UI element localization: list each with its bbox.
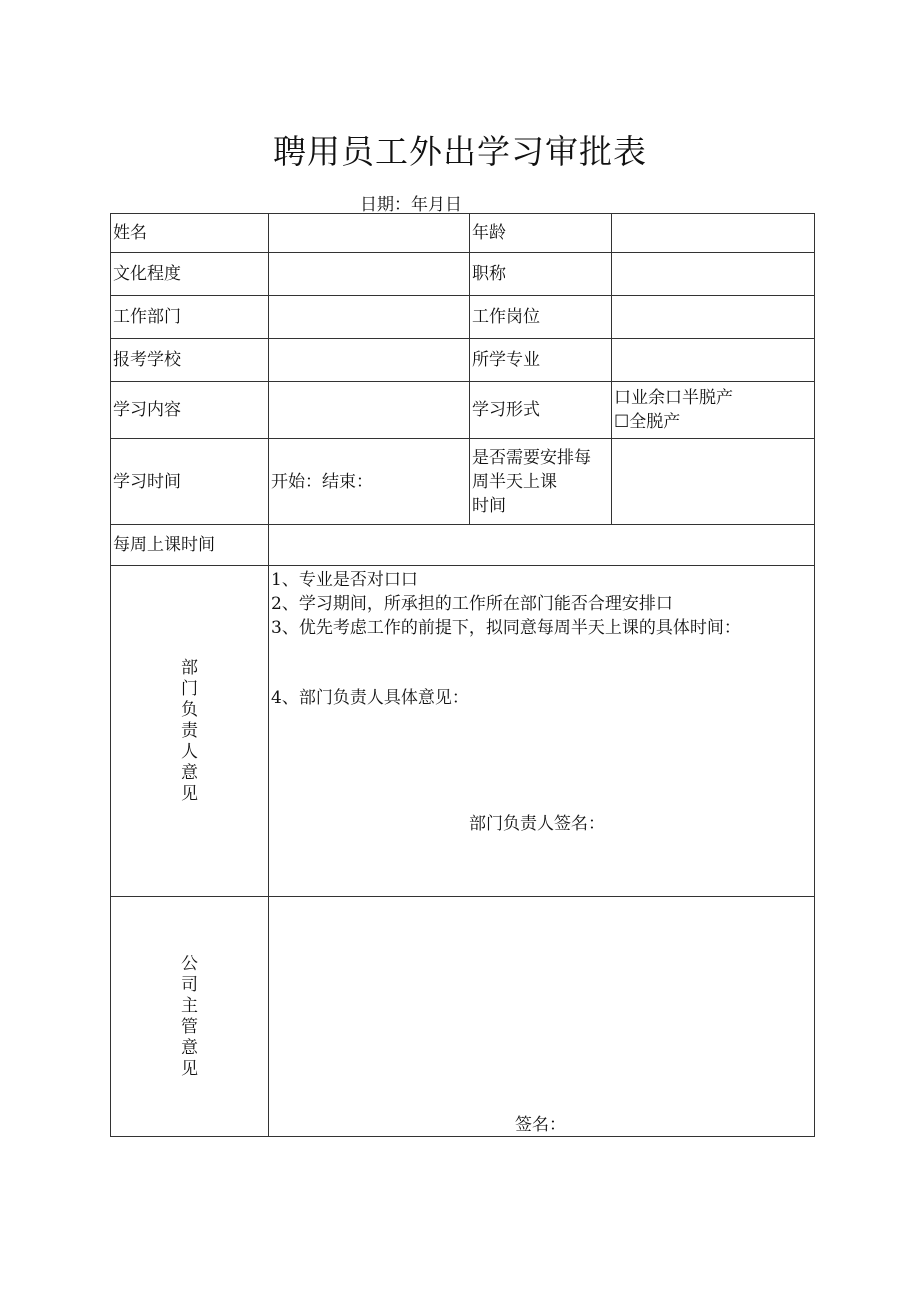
label-weekly-time: 每周上课时间 <box>111 525 269 566</box>
dept-opinion-line3: 3、优先考虑工作的前提下，拟同意每周半天上课的具体时间： <box>271 618 741 638</box>
dept-label-char: 负 <box>181 699 198 720</box>
field-name[interactable] <box>269 214 470 253</box>
label-education: 文化程度 <box>111 253 269 296</box>
dept-opinion-line2: 2、学习期间，所承担的工作所在部门能否合理安排口 <box>271 594 673 614</box>
field-weekly-time[interactable] <box>269 525 815 566</box>
row-education-title <box>111 253 815 296</box>
field-company-opinion[interactable] <box>269 897 815 1137</box>
company-label-char: 管 <box>181 1016 198 1037</box>
label-company-opinion <box>111 897 269 1137</box>
company-opinion-content <box>271 899 812 1135</box>
label-time: 学习时间 <box>111 439 269 525</box>
dept-label-char: 责 <box>181 720 198 741</box>
row-time <box>111 439 815 525</box>
field-school[interactable] <box>269 339 470 382</box>
row-dept-opinion <box>111 566 815 897</box>
dept-label-char: 人 <box>181 741 198 762</box>
approval-form-table <box>110 213 815 1137</box>
row-department-position <box>111 296 815 339</box>
dept-opinion-line1: 1、专业是否对口口 <box>271 570 418 590</box>
label-position: 工作岗位 <box>470 296 612 339</box>
field-department[interactable] <box>269 296 470 339</box>
half-day-q-line3: 时间 <box>472 495 506 516</box>
row-school-major <box>111 339 815 382</box>
field-job-title[interactable] <box>612 253 815 296</box>
half-day-q-line2: 周半天上课 <box>472 471 557 492</box>
row-company-opinion <box>111 897 815 1137</box>
form-option-full-time[interactable]: ☐全脱产 <box>614 412 681 432</box>
label-content: 学习内容 <box>111 382 269 439</box>
company-signature-label: 签名： <box>515 1115 566 1135</box>
field-half-day-answer[interactable] <box>612 439 815 525</box>
row-name-age <box>111 214 815 253</box>
label-half-day-question <box>470 439 612 525</box>
company-label-char: 公 <box>181 953 198 974</box>
label-dept-opinion <box>111 566 269 897</box>
half-day-q-line1: 是否需要安排每 <box>472 447 591 468</box>
field-content[interactable] <box>269 382 470 439</box>
field-major[interactable] <box>612 339 815 382</box>
dept-label-char: 部 <box>181 657 198 678</box>
label-name: 姓名 <box>111 214 269 253</box>
label-department: 工作部门 <box>111 296 269 339</box>
dept-label-char: 意 <box>181 762 198 783</box>
label-major: 所学专业 <box>470 339 612 382</box>
row-content-form <box>111 382 815 439</box>
company-label-char: 司 <box>181 974 198 995</box>
form-option-part-time[interactable]: 口业余口半脱产 <box>614 388 733 408</box>
field-age[interactable] <box>612 214 815 253</box>
field-form <box>612 382 815 439</box>
label-job-title: 职称 <box>470 253 612 296</box>
company-label-char: 见 <box>181 1058 198 1079</box>
field-time[interactable]: 开始：结束： <box>269 439 470 525</box>
dept-label-char: 门 <box>181 678 198 699</box>
row-weekly-time <box>111 525 815 566</box>
field-dept-opinion[interactable] <box>269 566 815 897</box>
field-education[interactable] <box>269 253 470 296</box>
page-title: 聘用员工外出学习审批表 <box>273 132 647 171</box>
label-form: 学习形式 <box>470 382 612 439</box>
dept-signature-label: 部门负责人签名： <box>469 814 605 834</box>
dept-opinion-content <box>271 568 812 895</box>
field-position[interactable] <box>612 296 815 339</box>
label-age: 年龄 <box>470 214 612 253</box>
dept-label-char: 见 <box>181 783 198 804</box>
label-school: 报考学校 <box>111 339 269 382</box>
date-label: 日期：年月日 <box>360 195 462 215</box>
company-label-char: 主 <box>181 995 198 1016</box>
company-label-char: 意 <box>181 1037 198 1058</box>
dept-opinion-line4: 4、部门负责人具体意见： <box>271 688 469 708</box>
